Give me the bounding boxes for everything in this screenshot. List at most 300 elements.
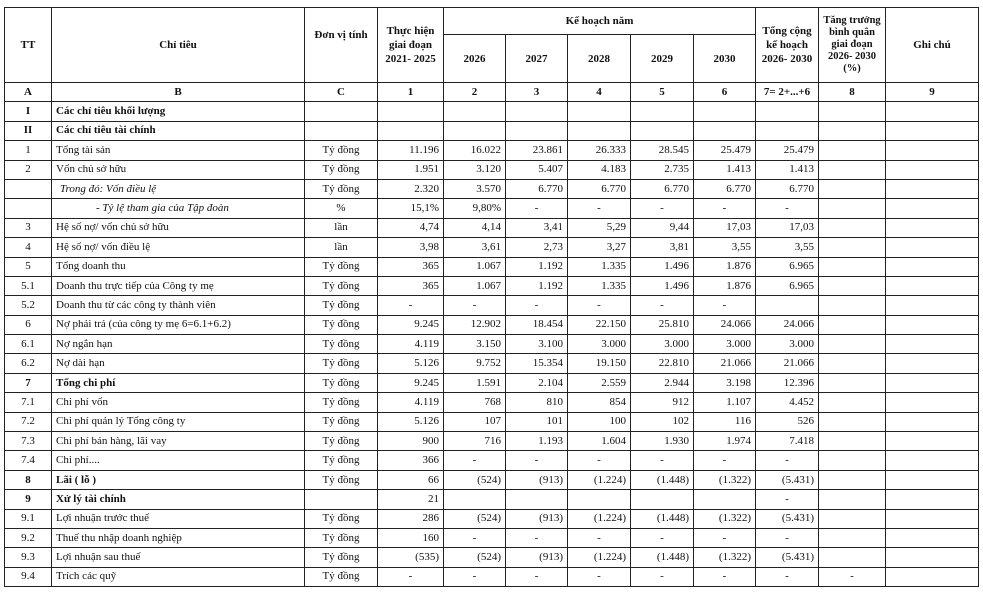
row-value: 810 (506, 393, 568, 412)
row-value: 100 (568, 412, 631, 431)
table-row (5, 451, 979, 470)
row-number: 9.1 (5, 509, 52, 528)
row-value: 3,61 (444, 238, 506, 257)
row-value (886, 490, 979, 509)
header-thuc-hien: Thực hiện giai đoạn 2021- 2025 (378, 8, 444, 83)
row-label: Thuế thu nhập doanh nghiệp (52, 528, 305, 547)
table-row (5, 354, 979, 373)
column-index: C (305, 83, 378, 102)
row-number: 8 (5, 470, 52, 489)
table-row (5, 432, 979, 451)
row-value: 366 (378, 451, 444, 470)
row-value: 1.192 (506, 276, 568, 295)
table-row (5, 102, 979, 121)
row-value (886, 451, 979, 470)
row-value: - (444, 296, 506, 315)
row-value (886, 470, 979, 489)
row-unit: lần (305, 238, 378, 257)
row-value: 526 (756, 412, 819, 431)
row-unit: Tỷ đồng (305, 315, 378, 334)
row-label: Xử lý tài chính (52, 490, 305, 509)
row-value: 1.067 (444, 276, 506, 295)
row-unit: Tỷ đồng (305, 451, 378, 470)
row-value: 716 (444, 432, 506, 451)
row-number: 7.1 (5, 393, 52, 412)
row-value (568, 102, 631, 121)
row-label: Lợi nhuận trước thuế (52, 509, 305, 528)
row-label: Chi phí bán hàng, lãi vay (52, 432, 305, 451)
row-unit: Tỷ đồng (305, 509, 378, 528)
table-row (5, 238, 979, 257)
row-label: Lợi nhuận sau thuế (52, 548, 305, 567)
header-tt: TT (5, 8, 52, 83)
row-number: 9.2 (5, 528, 52, 547)
table-row (5, 548, 979, 567)
table-row (5, 373, 979, 392)
row-value: 3,41 (506, 218, 568, 237)
column-index: B (52, 83, 305, 102)
row-value: (1.224) (568, 548, 631, 567)
row-value (819, 373, 886, 392)
row-label: Trong đó: Vốn điều lệ (52, 179, 305, 198)
column-index: 7= 2+...+6 (756, 83, 819, 102)
row-value: (1.322) (694, 509, 756, 528)
row-value: 25.479 (694, 141, 756, 160)
column-index: 5 (631, 83, 694, 102)
row-unit: Tỷ đồng (305, 141, 378, 160)
table-row (5, 199, 979, 218)
row-value: - (756, 528, 819, 547)
table-row (5, 296, 979, 315)
row-value: 116 (694, 412, 756, 431)
row-value: - (378, 567, 444, 586)
row-value (886, 218, 979, 237)
row-value: (535) (378, 548, 444, 567)
row-value: 6.965 (756, 276, 819, 295)
row-value (819, 528, 886, 547)
row-value: 26.333 (568, 141, 631, 160)
row-value: 365 (378, 257, 444, 276)
row-value: 3,98 (378, 238, 444, 257)
row-label: Nợ dài hạn (52, 354, 305, 373)
row-value (819, 218, 886, 237)
row-value: 1.974 (694, 432, 756, 451)
row-label: Các chỉ tiêu tài chính (52, 121, 305, 140)
row-value: (524) (444, 509, 506, 528)
row-value (568, 121, 631, 140)
row-value (819, 509, 886, 528)
row-unit: Tỷ đồng (305, 528, 378, 547)
row-label: Các chỉ tiêu khối lượng (52, 102, 305, 121)
financial-plan-sheet (4, 7, 979, 587)
row-value: - (506, 199, 568, 218)
row-value (631, 102, 694, 121)
row-value: - (819, 567, 886, 586)
header-tang-truong: Tăng trưởng bình quân giai đoạn 2026- 2030 (%) (819, 8, 886, 83)
row-value: (5.431) (756, 509, 819, 528)
row-label: - Tỷ lệ tham gia của Tập đoàn (52, 199, 305, 218)
row-value (886, 315, 979, 334)
row-value: 9,80% (444, 199, 506, 218)
row-value: 3.120 (444, 160, 506, 179)
row-value: 6.770 (568, 179, 631, 198)
row-value: 1.876 (694, 257, 756, 276)
row-number: 6.2 (5, 354, 52, 373)
row-value: (1.322) (694, 548, 756, 567)
row-value (819, 257, 886, 276)
row-label: Nợ ngắn hạn (52, 335, 305, 354)
row-value: 4,74 (378, 218, 444, 237)
row-value (444, 490, 506, 509)
row-value: 107 (444, 412, 506, 431)
row-value (886, 528, 979, 547)
row-number: 5.2 (5, 296, 52, 315)
table-row (5, 257, 979, 276)
row-number: 7.4 (5, 451, 52, 470)
row-value (819, 160, 886, 179)
row-value (819, 335, 886, 354)
row-value: 12.902 (444, 315, 506, 334)
row-value: 18.454 (506, 315, 568, 334)
row-value: (524) (444, 470, 506, 489)
row-unit: Tỷ đồng (305, 373, 378, 392)
column-index: 1 (378, 83, 444, 102)
row-value: - (568, 296, 631, 315)
row-value (886, 257, 979, 276)
row-unit: Tỷ đồng (305, 470, 378, 489)
row-unit: Tỷ đồng (305, 393, 378, 412)
row-value: 3.570 (444, 179, 506, 198)
row-value: 3,27 (568, 238, 631, 257)
column-index: 2 (444, 83, 506, 102)
row-value: 24.066 (694, 315, 756, 334)
row-label: Chi phí.... (52, 451, 305, 470)
row-value: 21.066 (694, 354, 756, 373)
row-unit: Tỷ đồng (305, 567, 378, 586)
row-value: 21 (378, 490, 444, 509)
row-value: 1.413 (694, 160, 756, 179)
row-value (886, 567, 979, 586)
row-value (378, 121, 444, 140)
row-number: 5.1 (5, 276, 52, 295)
row-value: 3,55 (756, 238, 819, 257)
table-row (5, 393, 979, 412)
row-value: 912 (631, 393, 694, 412)
table-row (5, 509, 979, 528)
row-value: 1.413 (756, 160, 819, 179)
row-number: 2 (5, 160, 52, 179)
table-row (5, 160, 979, 179)
table-row (5, 179, 979, 198)
row-number: II (5, 121, 52, 140)
row-value (819, 432, 886, 451)
row-label: Chi phí vốn (52, 393, 305, 412)
header-year-2028: 2028 (568, 35, 631, 83)
row-value: 22.150 (568, 315, 631, 334)
row-value (631, 490, 694, 509)
row-value: - (694, 199, 756, 218)
row-unit: Tỷ đồng (305, 354, 378, 373)
row-value: 365 (378, 276, 444, 295)
table-row (5, 470, 979, 489)
row-value: 4.452 (756, 393, 819, 412)
row-value: 3.100 (506, 335, 568, 354)
row-value: 9.245 (378, 315, 444, 334)
row-value: 11.196 (378, 141, 444, 160)
row-label: Doanh thu từ các công ty thành viên (52, 296, 305, 315)
row-value: 3.198 (694, 373, 756, 392)
row-value: 1.192 (506, 257, 568, 276)
row-value (819, 451, 886, 470)
row-value: - (631, 567, 694, 586)
row-value: - (756, 451, 819, 470)
row-value: 3.000 (631, 335, 694, 354)
row-number: 6.1 (5, 335, 52, 354)
row-value (819, 315, 886, 334)
row-value: 3.000 (756, 335, 819, 354)
row-value: 854 (568, 393, 631, 412)
row-value (819, 548, 886, 567)
row-value: (1.448) (631, 509, 694, 528)
row-value (694, 490, 756, 509)
row-value (886, 354, 979, 373)
row-value: - (568, 528, 631, 547)
header-ke-hoach-nam: Kế hoạch năm (444, 8, 756, 35)
row-value: 1.930 (631, 432, 694, 451)
row-label: Chi phí quản lý Tổng công ty (52, 412, 305, 431)
row-unit: % (305, 199, 378, 218)
row-label: Lãi ( lỗ ) (52, 470, 305, 489)
row-value: 5.126 (378, 412, 444, 431)
row-unit: Tỷ đồng (305, 432, 378, 451)
row-value: 3.150 (444, 335, 506, 354)
row-value (819, 412, 886, 431)
row-value: - (756, 199, 819, 218)
row-value (886, 160, 979, 179)
row-value: 25.479 (756, 141, 819, 160)
row-value: - (756, 490, 819, 509)
row-value (819, 354, 886, 373)
row-value: 2,73 (506, 238, 568, 257)
financial-plan-table (4, 7, 979, 587)
row-value: 1.604 (568, 432, 631, 451)
row-value: 768 (444, 393, 506, 412)
row-value: 9.752 (444, 354, 506, 373)
row-value (886, 393, 979, 412)
table-row (5, 218, 979, 237)
row-unit: Tỷ đồng (305, 296, 378, 315)
table-row (5, 335, 979, 354)
column-index: 6 (694, 83, 756, 102)
row-number: I (5, 102, 52, 121)
row-value: 3.000 (694, 335, 756, 354)
row-value (819, 102, 886, 121)
column-index: 9 (886, 83, 979, 102)
row-value: (1.322) (694, 470, 756, 489)
table-row (5, 567, 979, 586)
column-index: A (5, 83, 52, 102)
row-number: 7.3 (5, 432, 52, 451)
row-value: 1.067 (444, 257, 506, 276)
row-number: 6 (5, 315, 52, 334)
row-number: 9.3 (5, 548, 52, 567)
row-value: 900 (378, 432, 444, 451)
row-value: 5.407 (506, 160, 568, 179)
row-value: 23.861 (506, 141, 568, 160)
row-value: 4.119 (378, 393, 444, 412)
row-value: 2.944 (631, 373, 694, 392)
row-value: 9.245 (378, 373, 444, 392)
row-value: - (631, 199, 694, 218)
row-value (631, 121, 694, 140)
row-unit: Tỷ đồng (305, 160, 378, 179)
row-value (886, 432, 979, 451)
row-value: 1.496 (631, 257, 694, 276)
row-value (756, 296, 819, 315)
row-label: Trích các quỹ (52, 567, 305, 586)
row-value: 9,44 (631, 218, 694, 237)
row-value (819, 470, 886, 489)
row-value: - (506, 528, 568, 547)
row-value (886, 141, 979, 160)
row-value (886, 509, 979, 528)
row-unit: Tỷ đồng (305, 412, 378, 431)
row-value: 4,14 (444, 218, 506, 237)
row-value (694, 121, 756, 140)
row-label: Nợ phải trả (của công ty mẹ 6=6.1+6.2) (52, 315, 305, 334)
row-value: 24.066 (756, 315, 819, 334)
row-number: 1 (5, 141, 52, 160)
row-value: - (568, 567, 631, 586)
row-value (886, 548, 979, 567)
row-number: 7 (5, 373, 52, 392)
row-value: 3.000 (568, 335, 631, 354)
table-row (5, 412, 979, 431)
row-value: 2.735 (631, 160, 694, 179)
row-value: 19.150 (568, 354, 631, 373)
row-value (886, 121, 979, 140)
row-value: 16.022 (444, 141, 506, 160)
row-value: - (631, 296, 694, 315)
header-year-2026: 2026 (444, 35, 506, 83)
row-value (886, 199, 979, 218)
row-value: 12.396 (756, 373, 819, 392)
row-label: Vốn chủ sở hữu (52, 160, 305, 179)
row-value: 2.320 (378, 179, 444, 198)
table-row (5, 121, 979, 140)
row-value: (913) (506, 509, 568, 528)
row-value: 1.107 (694, 393, 756, 412)
row-value: 101 (506, 412, 568, 431)
row-value: 17,03 (694, 218, 756, 237)
row-value (886, 179, 979, 198)
row-value: 1.335 (568, 276, 631, 295)
row-value (378, 102, 444, 121)
header-chi-tieu: Chỉ tiêu (52, 8, 305, 83)
header-ghi-chu: Ghi chú (886, 8, 979, 83)
row-value: 28.545 (631, 141, 694, 160)
table-row (5, 490, 979, 509)
row-value (819, 141, 886, 160)
row-value: (5.431) (756, 548, 819, 567)
row-number: 4 (5, 238, 52, 257)
row-value: 15,1% (378, 199, 444, 218)
row-value: - (568, 199, 631, 218)
table-row (5, 141, 979, 160)
row-value: 2.559 (568, 373, 631, 392)
row-value: - (631, 528, 694, 547)
row-value (444, 102, 506, 121)
row-value: (1.448) (631, 548, 694, 567)
row-value: - (568, 451, 631, 470)
row-value: 15.354 (506, 354, 568, 373)
table-row (5, 315, 979, 334)
row-value: - (444, 567, 506, 586)
row-value: 286 (378, 509, 444, 528)
row-value: 17,03 (756, 218, 819, 237)
row-value: 6.770 (631, 179, 694, 198)
row-value: (913) (506, 470, 568, 489)
row-value: - (444, 528, 506, 547)
row-value (819, 296, 886, 315)
table-row (5, 528, 979, 547)
row-value: 5.126 (378, 354, 444, 373)
row-value (886, 296, 979, 315)
row-value (886, 238, 979, 257)
row-number: 5 (5, 257, 52, 276)
row-unit (305, 490, 378, 509)
row-value: 3,55 (694, 238, 756, 257)
row-value: - (694, 451, 756, 470)
row-number (5, 179, 52, 198)
row-value: - (694, 567, 756, 586)
row-value: 6.770 (694, 179, 756, 198)
row-value: 25.810 (631, 315, 694, 334)
row-value (819, 238, 886, 257)
header-tong-cong: Tổng cộng kế hoạch 2026- 2030 (756, 8, 819, 83)
row-value: 1.951 (378, 160, 444, 179)
row-value: 102 (631, 412, 694, 431)
row-unit: Tỷ đồng (305, 179, 378, 198)
row-value: 4.119 (378, 335, 444, 354)
row-value (819, 276, 886, 295)
row-unit (305, 121, 378, 140)
row-value (506, 121, 568, 140)
row-value: - (694, 528, 756, 547)
row-value (886, 102, 979, 121)
column-index: 4 (568, 83, 631, 102)
row-value: - (506, 567, 568, 586)
row-value: - (444, 451, 506, 470)
header-year-2030: 2030 (694, 35, 756, 83)
row-number: 7.2 (5, 412, 52, 431)
row-unit: lần (305, 218, 378, 237)
row-number: 9 (5, 490, 52, 509)
row-value: 1.591 (444, 373, 506, 392)
row-value: 160 (378, 528, 444, 547)
row-value: - (506, 296, 568, 315)
row-value (886, 276, 979, 295)
row-value: 1.335 (568, 257, 631, 276)
row-number (5, 199, 52, 218)
header-year-2029: 2029 (631, 35, 694, 83)
row-value: (1.448) (631, 470, 694, 489)
row-label: Doanh thu trực tiếp của Công ty mẹ (52, 276, 305, 295)
table-row (5, 276, 979, 295)
row-label: Tổng doanh thu (52, 257, 305, 276)
row-unit (305, 102, 378, 121)
row-unit: Tỷ đồng (305, 276, 378, 295)
